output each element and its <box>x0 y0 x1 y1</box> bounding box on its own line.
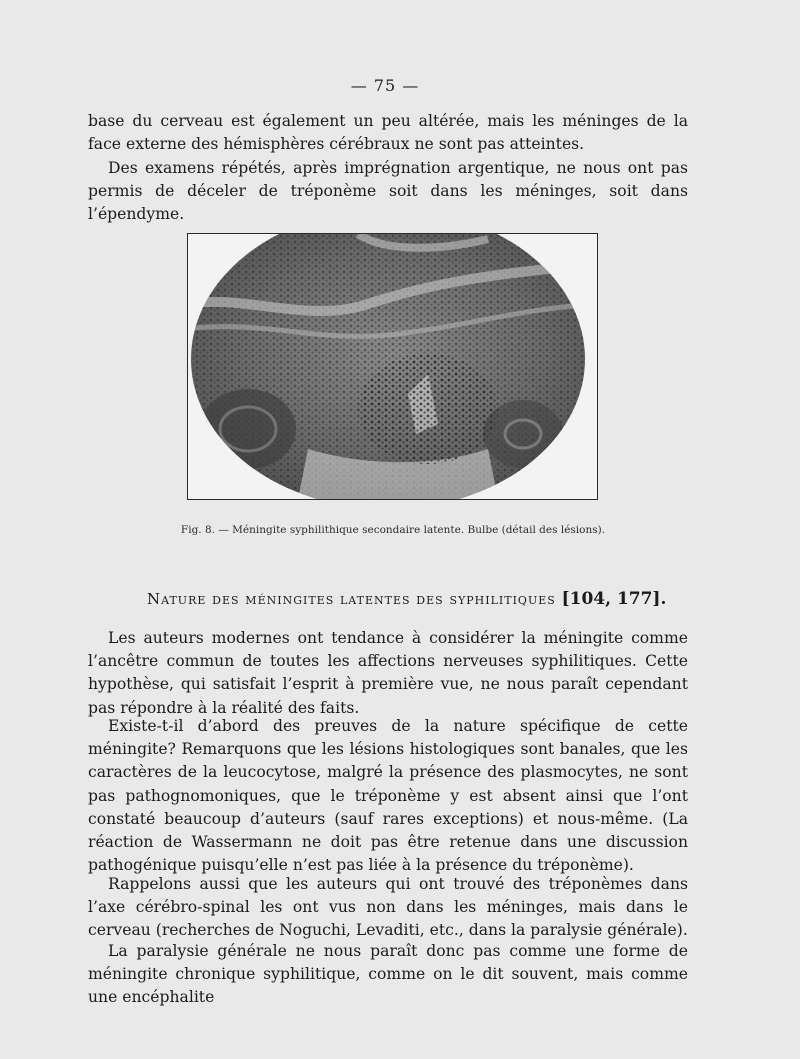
section-heading <box>147 589 666 609</box>
micrograph-image <box>188 234 597 499</box>
body-paragraph-4: La paralysie générale ne nous paraît donc pas comme une forme de méningite chronique syphilitique, comme on le dit souvent, mais comme une encéphalite <box>88 942 688 1007</box>
page-number: — 75 — <box>350 76 420 95</box>
intro-paragraph-1: base du cerveau est également un peu altérée, mais les méninges de la face externe des hémisphères cérébraux ne sont pas atteintes. <box>88 112 688 154</box>
section-heading-text: Nature des méningites latentes des syphilitiques <box>147 590 556 608</box>
body-paragraph-1: Les auteurs modernes ont tendance à considérer la méningite comme l’ancêtre commun de toutes les affections nerveuses syphilitiques. Cette hypothèse, qui satisfait l’esprit à première vue, ne nous paraît cependant pas répondre à la réalité des faits. <box>88 629 688 717</box>
intro-paragraph-2: Des examens répétés, après imprégnation argentique, ne nous ont pas permis de déceler de tréponème soit dans les méninges, soit dans l’épendyme. <box>88 159 688 224</box>
body-paragraph-2: Existe-t-il d’abord des preuves de la nature spécifique de cette méningite? Remarquons que les lésions histologiques sont banales, que les caractères de la leucocytose, malgré la présence des plasmocytes, ne sont pas pathognomoniques, que le tréponème y est absent ainsi que l’ont constaté beaucoup d’auteurs (sauf rares exceptions) et nous-même. (La réaction de Wassermann ne doit pas être retenue dans une discussion pathogénique puisqu’elle n’est pas liée à la présence du tréponème). <box>88 717 688 875</box>
body-paragraph-3: Rappelons aussi que les auteurs qui ont trouvé des tréponèmes dans l’axe cérébro-spinal les ont vus non dans les méninges, mais dans le cerveau (recherches de Noguchi, Levaditi, etc., dans la paralysie générale). <box>88 875 688 940</box>
micrograph-figure <box>187 233 598 500</box>
section-references: [104, 177]. <box>561 589 667 609</box>
figure-caption: Fig. 8. — Méningite syphilithique secondaire latente. Bulbe (détail des lésions). <box>180 524 606 536</box>
